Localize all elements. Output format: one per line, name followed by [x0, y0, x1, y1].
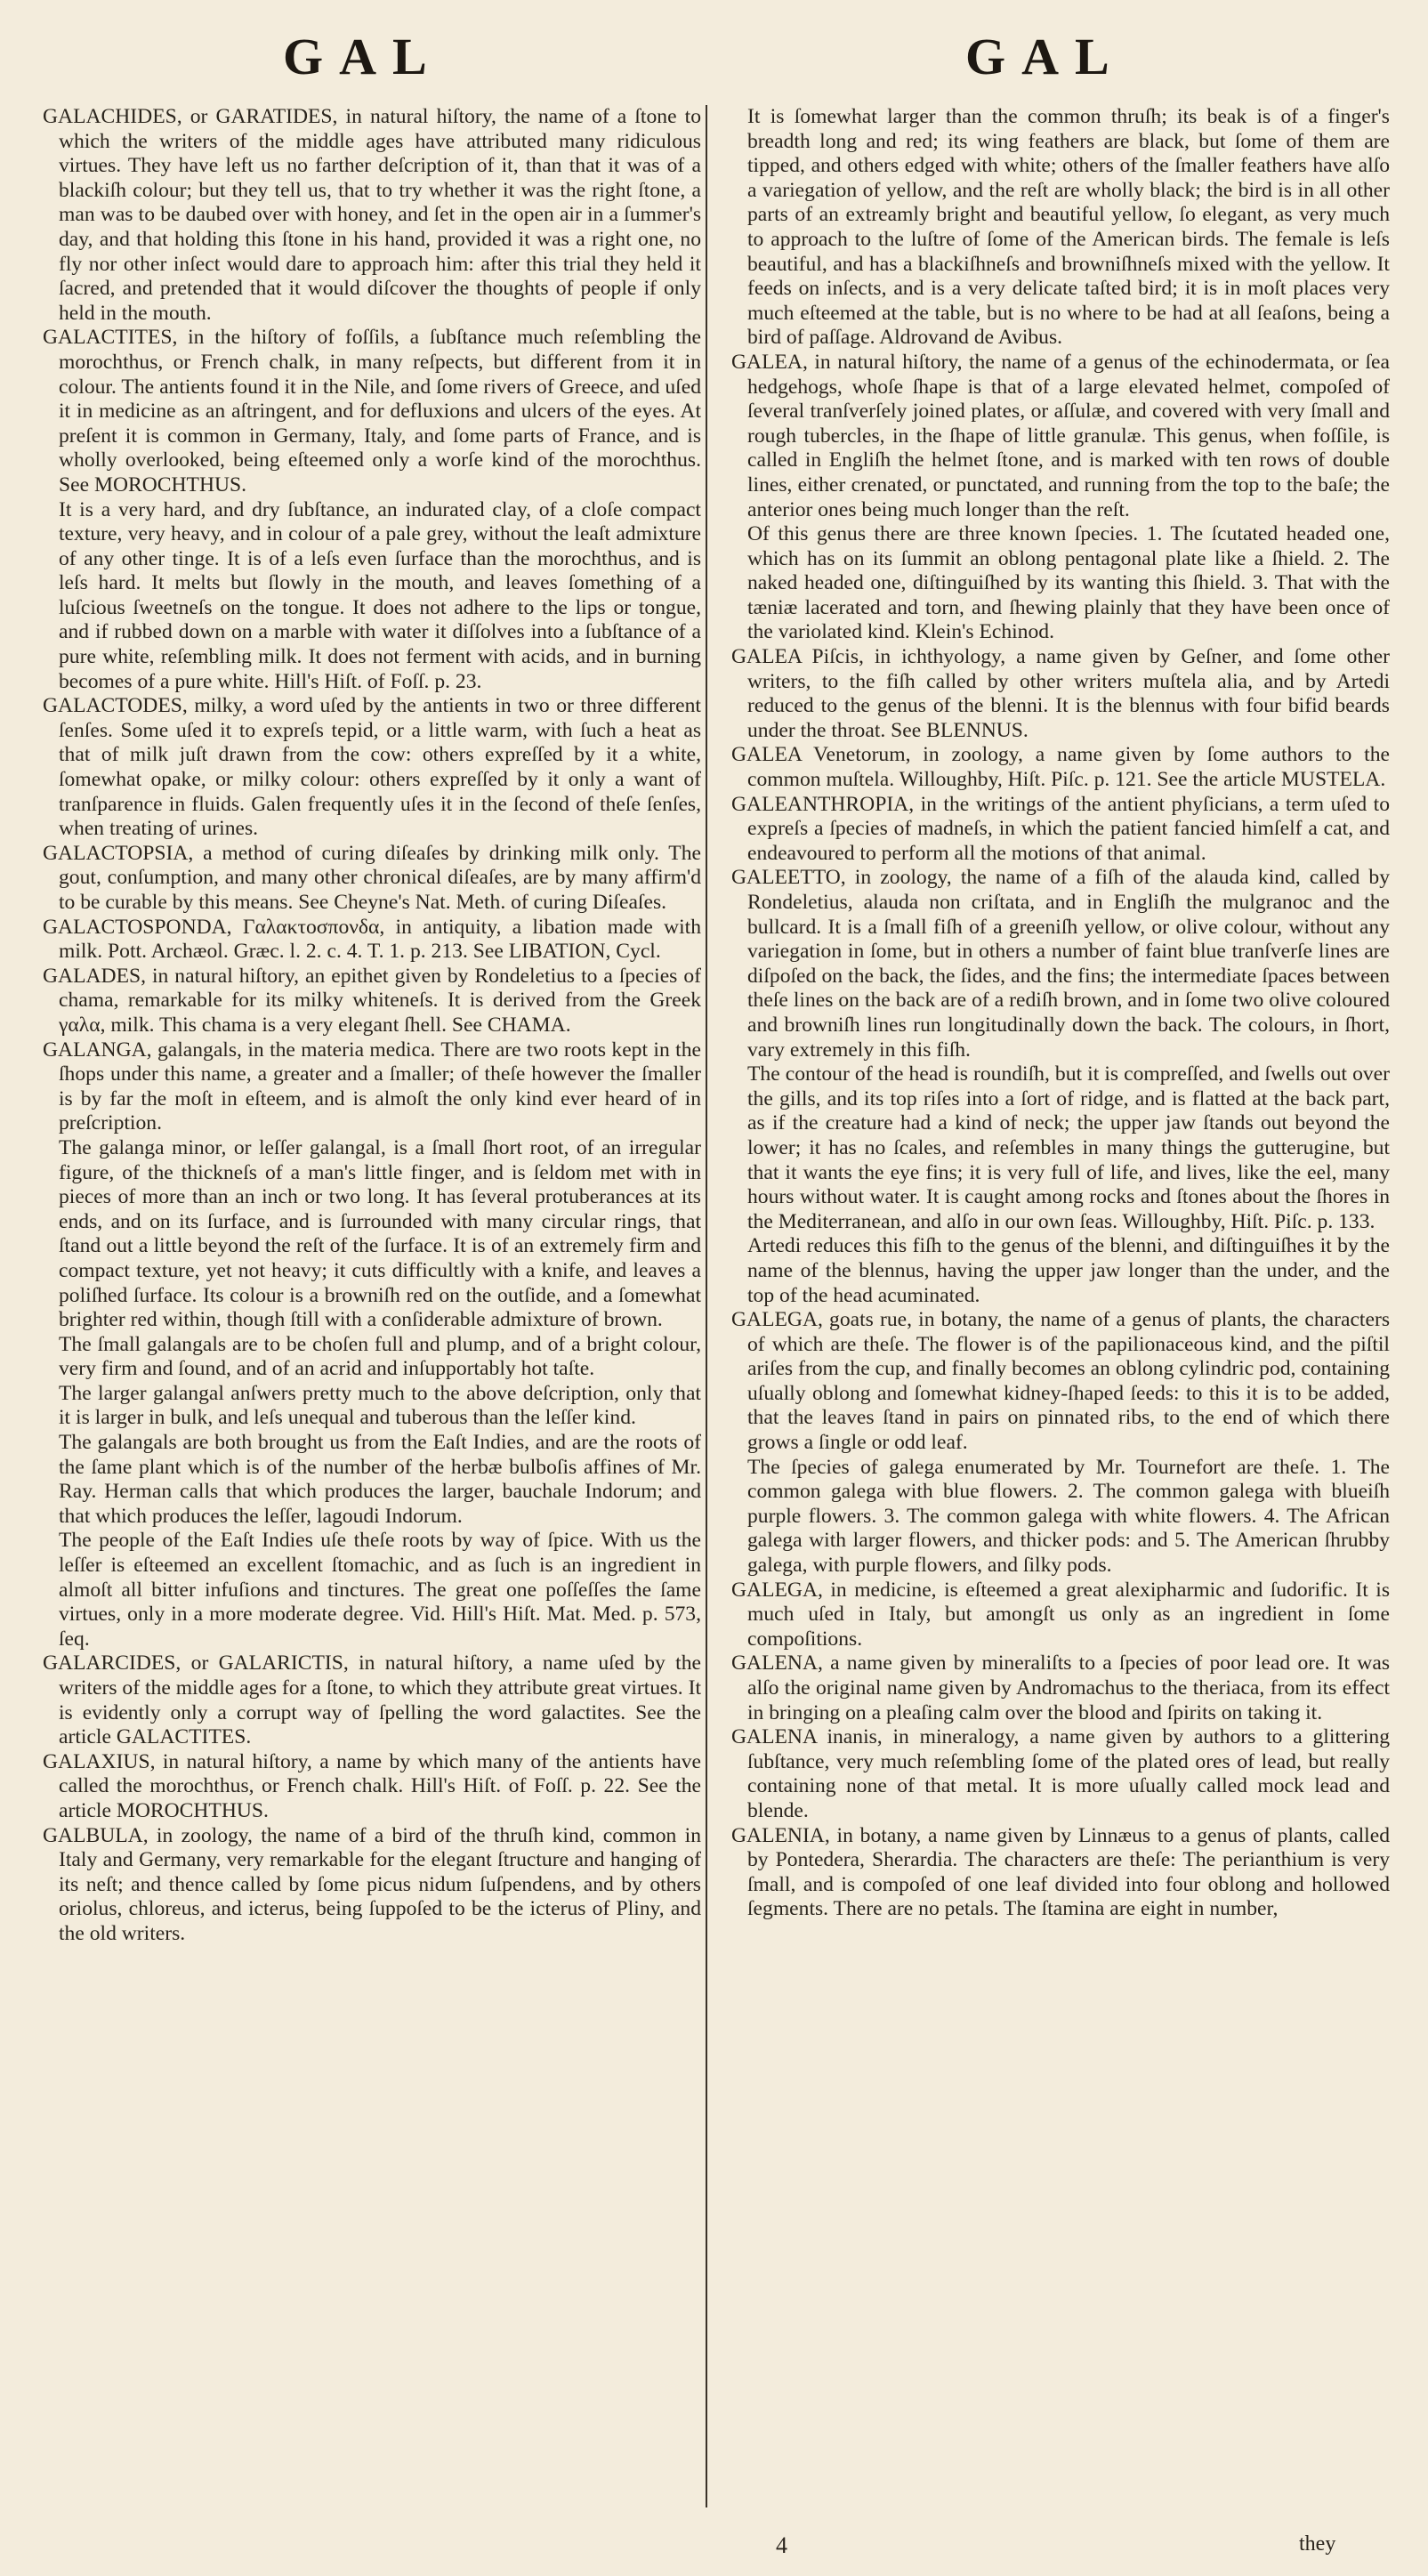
- running-head-right: GAL: [965, 28, 1125, 85]
- dictionary-entry: GALANGA, galangals, in the materia medica. There are two roots kept in the ſhops under this name, a greater and a ſmaller; of theſe however the ſmaller is by far the moſt in eſteem, and is almoſt the only kind ever heard of in preſcription.: [43, 1038, 701, 1135]
- dictionary-entry: GALENA inanis, in mineralogy, a name given by authors to a glittering ſubſtance, very much reſembling ſome of the plated ores of lead, but really containing none of that metal. It is more uſually called mock lead and blende.: [731, 1725, 1390, 1822]
- dictionary-entry: GALBULA, in zoology, the name of a bird of the thruſh kind, common in Italy and Germany, very remarkable for the elegant ſtructure and hanging of its neſt; and thence called by ſome picus nidum ſuſpendens, and by others oriolus, chloreus, and icterus, being ſuppoſed to be the icterus of Pliny, and the old writers.: [43, 1823, 701, 1945]
- dictionary-entry: GALADES, in natural hiſtory, an epithet given by Rondeletius to a ſpecies of chama, remarkable for its milky whiteneſs. It is derived from the Greek γαλα, milk. This chama is a very elegant ſhell. See CHAMA.: [43, 964, 701, 1037]
- entry-paragraph: The contour of the head is roundiſh, but it is compreſſed, and ſwells out over the gills, and its top riſes into a ſort of ridge, and is flatted at the back part, as if the creature had a kind of neck; the upper jaw ſtands out beyond the lower; it has no ſcales, and reſembles in many things the gutterugine, but that it wants the eye fins; it is very full of life, and lives, like the eel, many hours without water. It is caught among rocks and ſtones about the ſhores in the Mediterranean, and alſo in our own ſeas. Willoughby, Hiſt. Piſc. p. 133.: [747, 1062, 1390, 1233]
- dictionary-entry: GALAXIUS, in natural hiſtory, a name by which many of the antients have called the morochthus, or French chalk. Hill's Hiſt. of Foſſ. p. 22. See the article MOROCHTHUS.: [43, 1749, 701, 1822]
- dictionary-entry: GALEGA, goats rue, in botany, the name of a genus of plants, the characters of which are theſe. The flower is of the papilionaceous kind, and the piſtil ariſes from the cup, and finally becomes an oblong cylindric pod, containing uſually oblong and ſomewhat kidney-ſhaped ſeeds: to this it is to be added, that the leaves ſtand in pairs on pinnated ribs, to the end of which there grows a ſingle or odd leaf.: [731, 1308, 1390, 1455]
- dictionary-entry: GALENA, a name given by mineraliſts to a ſpecies of poor lead ore. It was alſo the original name given by Andromachus to the theriaca, from its effect in bringing on a pleaſing calm over the blood and ſpirits on taking it.: [731, 1651, 1390, 1724]
- dictionary-entry: GALACTOSPONDA, Γαλακτοσπονδα, in antiquity, a libation made with milk. Pott. Archæol. Græc. l. 2. c. 4. T. 1. p. 213. See LIBATION, Cycl.: [43, 915, 701, 964]
- dictionary-entry: GALEGA, in medicine, is eſteemed a great alexipharmic and ſudorific. It is much uſed in Italy, but amongſt us only as an ingredient in ſome compoſitions.: [731, 1578, 1390, 1651]
- dictionary-entry: GALEETTO, in zoology, the name of a fiſh of the alauda kind, called by Rondeletius, alauda non criſtata, and in Engliſh the mulgranoc and the bullcard. It is a ſmall fiſh of a greeniſh yellow, or olive colour, without any variegation in ſome, but in others a number of faint blue tranſverſe lines are diſpoſed on the back, the ſides, and the fins; the intermediate ſpaces between theſe lines on the back are of a rediſh brown, and in ſome two olive coloured and browniſh lines run longitudinally down the back. The colours, in ſhort, vary extremely in this fiſh.: [731, 866, 1390, 1062]
- entry-paragraph: The ſmall galangals are to be choſen full and plump, and of a bright colour, very firm and ſound, and of an acrid and inſupportably hot taſte.: [59, 1332, 701, 1381]
- dictionary-entry: GALACTITES, in the hiſtory of foſſils, a ſubſtance much reſembling the morochthus, or French chalk, in many reſpects, but different from it in colour. The antients found it in the Nile, and ſome rivers of Greece, and uſed it in medicine as an aſtringent, and for defluxions and ulcers of the eyes. At preſent it is common in Germany, Italy, and ſome parts of France, and is wholly overlooked, being eſteemed only a worſe kind of the morochthus. See MOROCHTHUS.: [43, 326, 701, 497]
- dictionary-entry: GALEA, in natural hiſtory, the name of a genus of the echinodermata, or ſea hedgehogs, whoſe ſhape is that of a large elevated helmet, compoſed of ſeveral tranſverſely joined plates, or aſſulæ, and covered with very ſmall and rough tubercles, in the ſhape of little granulæ. This genus, when foſſile, is called in Engliſh the helmet ſtone, and is marked with ten rows of double lines, either crenated, or punctated, and running from the top to the baſe; the anterior ones being much longer than the reſt.: [731, 350, 1390, 521]
- entry-paragraph: The ſpecies of galega enumerated by Mr. Tournefort are theſe. 1. The common galega with blue flowers. 2. The common galega with blueiſh purple flowers. 3. The common galega with white flowers. 4. The African galega with larger flowers, and thicker pods: and 5. The American ſhrubby galega, with purple flowers, and ſilky pods.: [747, 1455, 1390, 1578]
- page-number: 4: [776, 2532, 787, 2558]
- right-column: [731, 105, 1390, 1922]
- dictionary-entry: GALACTOPSIA, a method of curing diſeaſes by drinking milk only. The gout, conſumption, and many other chronical diſeaſes, are by many affirm'd to be curable by this means. See Cheyne's Nat. Meth. of curing Diſeaſes.: [43, 841, 701, 914]
- entry-paragraph: The larger galangal anſwers pretty much to the above deſcription, only that it is larger in bulk, and leſs unequal and tuberous than the leſſer kind.: [59, 1381, 701, 1430]
- catchword: they: [1299, 2532, 1336, 2556]
- dictionary-entry: GALACTODES, milky, a word uſed by the antients in two or three different ſenſes. Some uſed it to expreſs tepid, or a little warm, with ſuch a heat as that of milk juſt drawn from the cow: others expreſſed by it a white, ſomewhat opake, or milky colour: others expreſſed by it only a want of tranſparence in fluids. Galen frequently uſes it in the ſecond of theſe ſenſes, when treating of urines.: [43, 694, 701, 841]
- left-column: [43, 105, 701, 1947]
- dictionary-entry: GALENIA, in botany, a name given by Linnæus to a genus of plants, called by Pontedera, Sherardia. The characters are theſe: The perianthium is very ſmall, and is compoſed of one leaf divided into four oblong and hollowed ſegments. There are no petals. The ſtamina are eight in number,: [731, 1823, 1390, 1921]
- entry-paragraph: The galanga minor, or leſſer galangal, is a ſmall ſhort root, of an irregular figure, of the thickneſs of a man's little finger, and is ſeldom met with in pieces of more than an inch or two long. It has ſeveral protuberances at its ends, and on its ſurface, and is ſurrounded with many circular rings, that ſtand out a little beyond the reſt of the ſurface. It is of an extremely firm and compact texture, yet not heavy; it cuts difficultly with a knife, and leaves a poliſhed ſurface. Its colour is a browniſh red on the outſide, and a ſomewhat brighter red within, though ſtill with a conſiderable admixture of brown.: [59, 1135, 701, 1332]
- dictionary-entry: GALACHIDES, or GARATIDES, in natural hiſtory, the name of a ſtone to which the writers of the middle ages have attributed many ridiculous virtues. They have left us no farther deſcription of it, than that it was of a blackiſh colour; but they tell us, that to try whether it was the right ſtone, a man was to be daubed over with honey, and ſet in the open air in a ſummer's day, and that holding this ſtone in his hand, provided it was a right one, no fly nor other inſect would dare to approach him: after this trial they held it ſacred, and pretended that it would diſcover the thoughts of people if only held in the mouth.: [43, 105, 701, 325]
- entry-paragraph: It is ſomewhat larger than the common thruſh; its beak is of a finger's breadth long and red; its wing feathers are black, but ſome of them are tipped, and others edged with white; others of the ſmaller feathers have alſo a variegation of yellow, and the reſt are wholly black; the bird is in all other parts of an extreamly bright and beautiful yellow, ſo elegant, as very much to approach to the luſtre of ſome of the American birds. The female is leſs beautiful, and has a blackiſhneſs and browniſhneſs mixed with the yellow. It feeds on inſects, and is a very delicate taſted bird; it is in moſt places very much eſteemed at the table, but is no where to be had at all ſeaſons, being a bird of paſſage. Aldrovand de Avibus.: [747, 105, 1390, 350]
- entry-paragraph: Artedi reduces this fiſh to the genus of the blenni, and diſtinguiſhes it by the name of the blennus, having the upper jaw longer than the under, and the top of the head acuminated.: [747, 1234, 1390, 1307]
- running-head-left: GAL: [283, 28, 443, 85]
- page-footer: [0, 2532, 1428, 2568]
- dictionary-entry: GALEA Piſcis, in ichthyology, a name given by Geſner, and ſome other writers, to the fiſh called by other writers muſtela alia, and by Artedi reduced to the genus of the blenni. It is the blennus with four bifid beards under the throat. See BLENNUS.: [731, 645, 1390, 742]
- dictionary-entry: GALEANTHROPIA, in the writings of the antient phyſicians, a term uſed to expreſs a ſpecies of madneſs, in which the patient fancied himſelf a cat, and endeavoured to perform all the motions of that animal.: [731, 792, 1390, 865]
- dictionary-entry: GALEA Venetorum, in zoology, a name given by ſome authors to the common muſtela. Willoughby, Hiſt. Piſc. p. 121. See the article MUSTELA.: [731, 743, 1390, 792]
- entry-paragraph: The galangals are both brought us from the Eaſt Indies, and are the roots of the ſame plant which is of the number of the herbæ bulboſis affines of Mr. Ray. Herman calls that which produces the larger, bauchale Indorum; and that which produces the leſſer, lagoudi Indorum.: [59, 1431, 701, 1528]
- entry-paragraph: It is a very hard, and dry ſubſtance, an indurated clay, of a cloſe compact texture, very heavy, and in colour of a pale grey, without the leaſt admixture of any other tinge. It is of a leſs even ſurface than the morochthus, and is leſs hard. It melts but ſlowly in the mouth, and leaves ſomething of a luſcious ſweetneſs on the tongue. It does not adhere to the lips or tongue, and if rubbed down on a marble with water it diſſolves into a ſubſtance of a pure white, reſembling milk. It does not ferment with acids, and in burning becomes of a pure white. Hill's Hiſt. of Foſſ. p. 23.: [59, 497, 701, 693]
- entry-paragraph: The people of the Eaſt Indies uſe theſe roots by way of ſpice. With us the leſſer is eſteemed an excellent ſtomachic, and as ſuch is an ingredient in almoſt all bitter infuſions and tinctures. The great one poſſeſſes the ſame virtues, only in a more moderate degree. Vid. Hill's Hiſt. Mat. Med. p. 573, ſeq.: [59, 1529, 701, 1651]
- entry-paragraph: Of this genus there are three known ſpecies. 1. The ſcutated headed one, which has on its ſummit an oblong pentagonal plate like a ſhield. 2. The naked headed one, diſtinguiſhed by its wanting this ſhield. 3. That with the tæniæ lacerated and torn, and ſhewing plainly that they have been once of the variolated kind. Klein's Echinod.: [747, 522, 1390, 644]
- page-header: [0, 27, 1428, 98]
- column-divider: [706, 105, 707, 2507]
- dictionary-entry: GALARCIDES, or GALARICTIS, in natural hiſtory, a name uſed by the writers of the middle ages for a ſtone, to which they attribute great virtues. It is evidently only a corrupt way of ſpelling the word galactites. See the article GALACTITES.: [43, 1651, 702, 1749]
